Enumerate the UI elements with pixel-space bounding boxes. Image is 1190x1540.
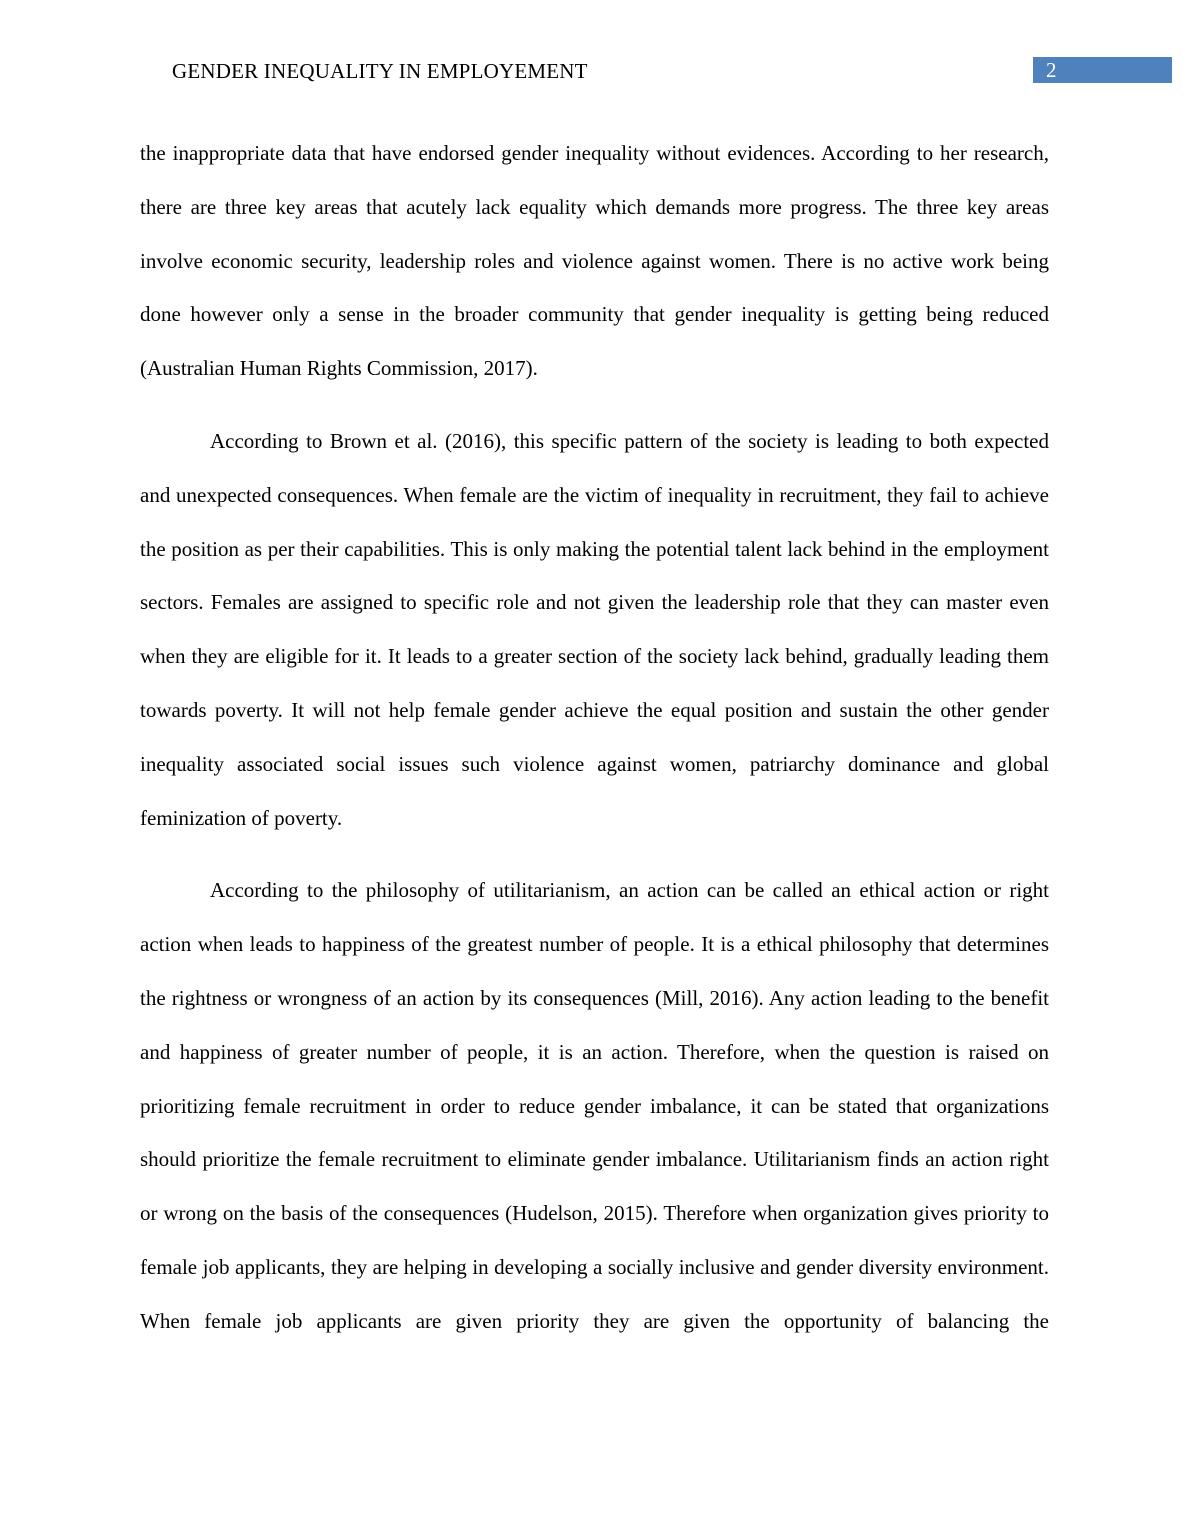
running-head: GENDER INEQUALITY IN EMPLOYEMENT	[172, 59, 588, 83]
document-body	[140, 127, 1049, 1368]
paragraph-1: the inappropriate data that have endorsed gender inequality without evidences. According to her research, there are three key areas that acutely lack equality which demands more progress. The three key areas involve economic security, leadership roles and violence against women. There is no active work being done however only a sense in the broader community that gender inequality is getting being reduced (Australian Human Rights Commission, 2017).	[140, 141, 1049, 381]
paragraph-3: According to the philosophy of utilitarianism, an action can be called an ethical action or right action when leads to happiness of the greatest number of people. It is a ethical philosophy that determines the rightness or wrongness of an action by its consequences (Mill, 2016). Any action leading to the benefit and happiness of greater number of people, it is an action. Therefore, when the question is raised on prioritizing female recruitment in order to reduce gender imbalance, it can be stated that organizations should prioritize the female recruitment to eliminate gender imbalance. Utilitarianism finds an action right or wrong on the basis of the consequences (Hudelson, 2015). Therefore when organization gives priority to female job applicants, they are helping in developing a socially inclusive and gender diversity environment. When female job applicants are given priority they are given the opportunity of balancing the	[140, 878, 1049, 1333]
paragraph-2: According to Brown et al. (2016), this specific pattern of the society is leading to both expected and unexpected consequences. When female are the victim of inequality in recruitment, they fail to achieve the position as per their capabilities. This is only making the potential talent lack behind in the employment sectors. Females are assigned to specific role and not given the leadership role that they can master even when they are eligible for it. It leads to a greater section of the society lack behind, gradually leading them towards poverty. It will not help female gender achieve the equal position and sustain the other gender inequality associated social issues such violence against women, patriarchy dominance and global feminization of poverty.	[140, 428, 1049, 830]
page-number-box	[1033, 57, 1172, 83]
page-number: 2	[1046, 58, 1057, 82]
